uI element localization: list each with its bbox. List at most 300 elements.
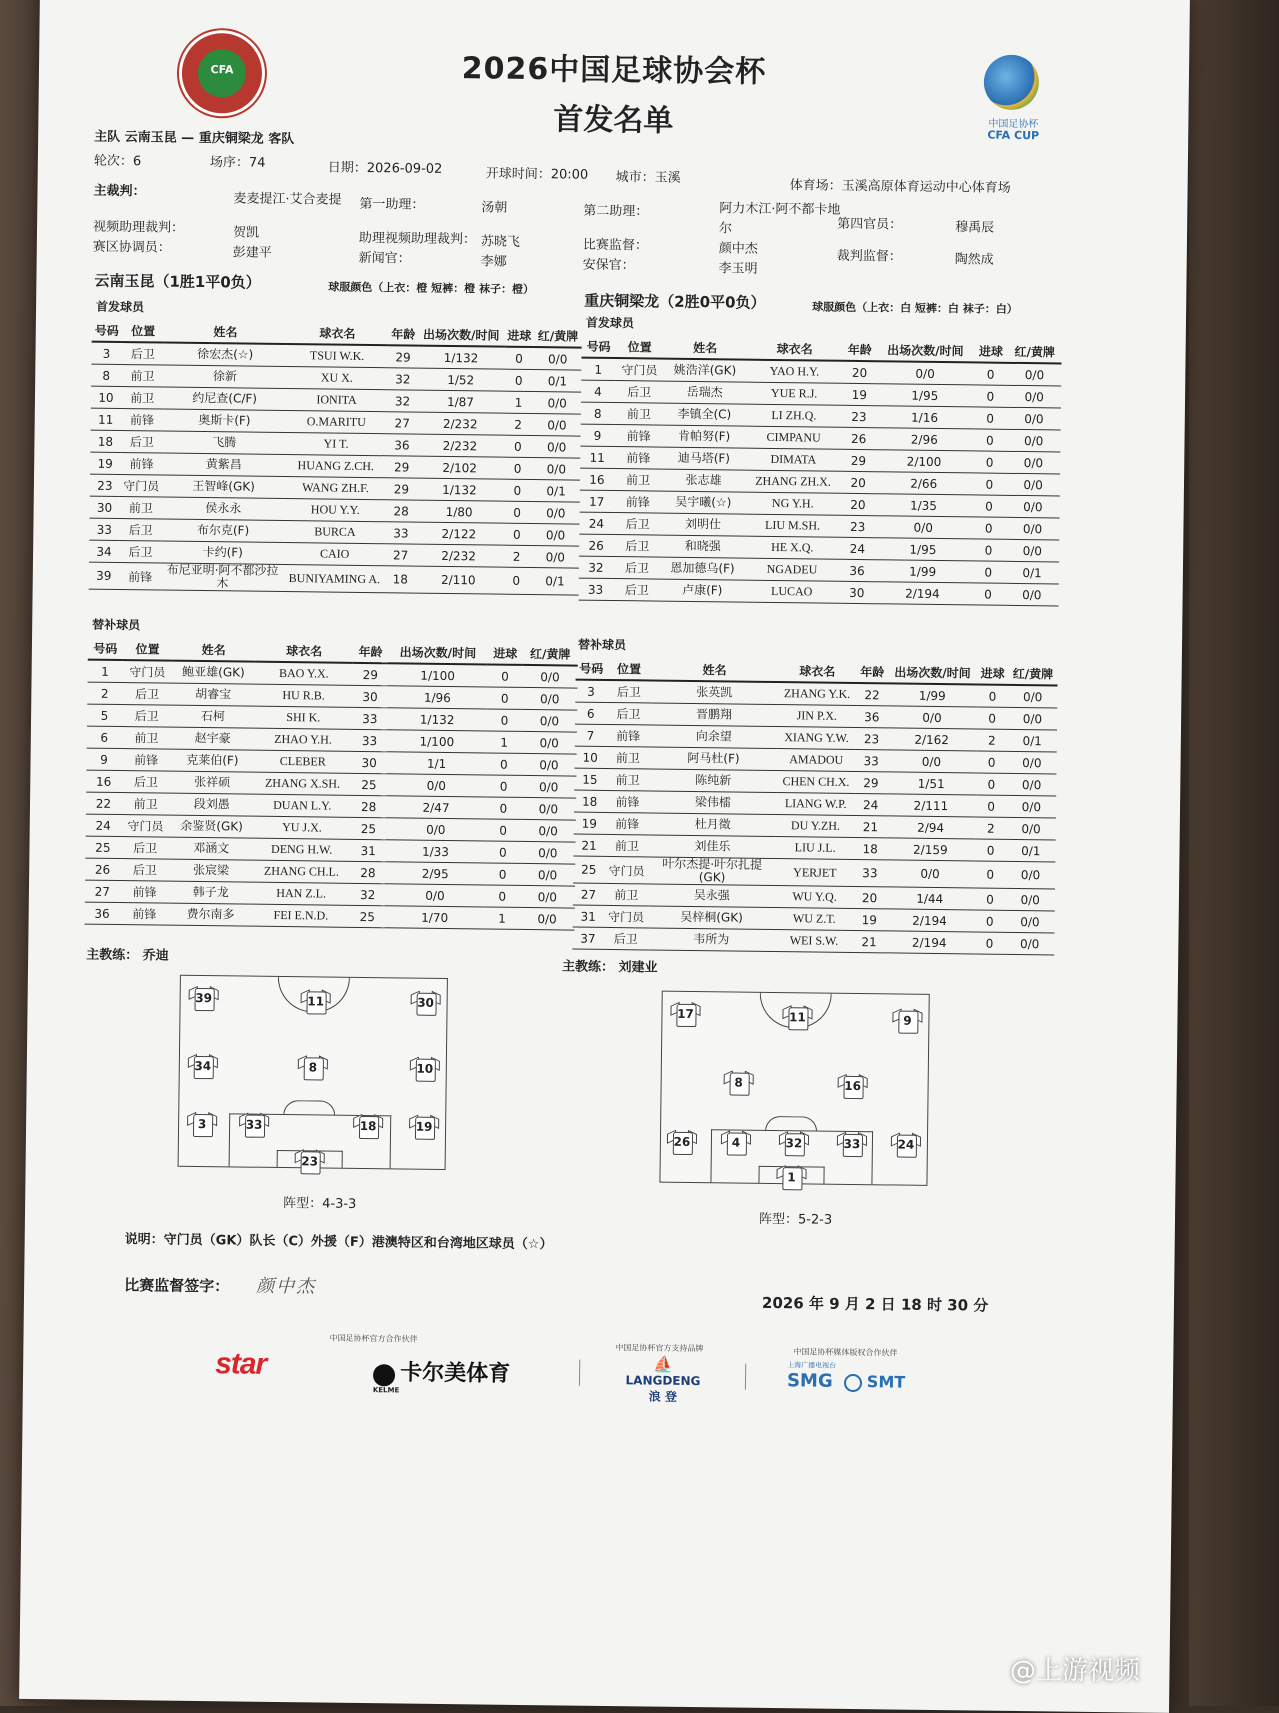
shirt-number: 33 — [245, 1117, 263, 1132]
shirt-number: 24 — [897, 1137, 915, 1152]
table-cell: 29 — [386, 478, 416, 500]
table-cell: 0/0 — [520, 841, 575, 864]
table-cell: 2/47 — [386, 796, 486, 819]
column-header: 进球 — [488, 642, 523, 664]
table-cell: 32 — [350, 883, 385, 905]
table-cell: 费尔南多 — [169, 903, 252, 926]
table-cell: 2/194 — [885, 909, 975, 932]
table-cell: 33 — [854, 859, 885, 886]
table-cell: 后卫 — [120, 859, 170, 882]
table-cell: 0/0 — [1007, 407, 1061, 430]
table-cell: 31 — [351, 839, 386, 861]
player-shirt-icon — [726, 1070, 752, 1094]
signature-label: 比赛监督签字： — [124, 1276, 230, 1296]
column-header: 位置 — [122, 320, 165, 343]
table-cell: 0 — [971, 539, 1005, 561]
table-cell: 2/102 — [417, 456, 503, 479]
table-cell: 3 — [575, 680, 606, 703]
venue: 体育场：玉溪高原体育运动中心体育场 — [789, 178, 1011, 196]
table-cell: 晋鹏翔 — [651, 703, 778, 727]
table-cell: 0 — [974, 932, 1005, 954]
table-cell: 18 — [385, 566, 415, 593]
table-cell: 后卫 — [119, 518, 162, 541]
table-cell: 29 — [353, 663, 388, 686]
table-cell: 16 — [86, 770, 121, 792]
shirt-number: 34 — [194, 1058, 212, 1074]
fourth-official-label: 第四官员： — [837, 216, 903, 233]
referee-assessor-label: 裁判监督： — [836, 248, 902, 265]
table-cell: 0 — [485, 863, 520, 885]
table-cell: 0 — [974, 910, 1005, 932]
table-cell: 1/33 — [385, 840, 485, 863]
column-header: 位置 — [615, 336, 664, 359]
press-officer: 李娜 — [480, 254, 507, 270]
table-cell: 0 — [975, 795, 1006, 817]
table-cell: 0 — [486, 775, 521, 797]
table-cell: 26 — [85, 858, 120, 880]
table-cell: 1/16 — [876, 406, 974, 429]
shirt-number: 8 — [734, 1075, 743, 1090]
table-cell: 39 — [89, 562, 119, 589]
table-cell: 19 — [90, 452, 120, 474]
shirt-number: 11 — [789, 1010, 806, 1025]
table-cell: 前锋 — [614, 491, 663, 514]
player-shirt-icon — [297, 1149, 323, 1173]
table-cell: 吴梓桐(GK) — [648, 906, 775, 930]
table-cell: XU X. — [286, 367, 388, 390]
table-cell: 徐宏杰(☆) — [164, 343, 286, 367]
table-cell: 前卫 — [605, 834, 650, 857]
player-shirt-icon — [839, 1074, 865, 1098]
table-cell: 28 — [386, 500, 416, 522]
shirt-number: 9 — [903, 1013, 912, 1028]
home-coach: 主教练： 乔迪 — [86, 947, 169, 964]
column-header: 姓名 — [651, 658, 778, 682]
table-cell: 2/194 — [874, 582, 972, 605]
avar: 苏晓飞 — [480, 234, 521, 250]
table-cell: 0/0 — [1006, 451, 1060, 474]
table-cell: 27 — [387, 412, 417, 434]
table-cell: 21 — [853, 930, 884, 952]
table-row — [85, 902, 575, 930]
table-cell: 和晓强 — [661, 535, 744, 558]
column-header: 出场次数/时间 — [888, 661, 978, 684]
table-cell: 20 — [841, 493, 875, 515]
table-cell: 1 — [581, 358, 615, 381]
table-cell: 23 — [842, 405, 876, 427]
security-officer-label: 安保官： — [582, 257, 635, 274]
table-cell: 0/0 — [1005, 539, 1059, 562]
table-cell: CHEN CH.X. — [776, 771, 855, 794]
home-starters-table — [89, 320, 582, 596]
referee-assessor: 陶然成 — [954, 252, 994, 268]
table-cell: 后卫 — [603, 927, 648, 950]
column-header: 红/黄牌 — [523, 643, 578, 666]
table-cell: 34 — [89, 540, 119, 562]
table-cell: 4 — [581, 380, 615, 402]
table-cell: 0 — [975, 839, 1006, 861]
table-cell: 24 — [840, 537, 874, 559]
player-shirt-icon — [894, 1008, 920, 1032]
table-cell: 0/0 — [520, 863, 575, 886]
table-cell: 5 — [87, 704, 122, 726]
table-cell: 2/122 — [416, 522, 502, 545]
column-header: 出场次数/时间 — [388, 641, 488, 664]
table-cell: 1/35 — [875, 494, 973, 517]
table-cell: 李镇全(C) — [663, 403, 746, 426]
table-cell: 0 — [974, 362, 1008, 385]
table-cell: 1/95 — [874, 538, 972, 561]
table-cell: 约尼查(C/F) — [164, 387, 286, 410]
table-cell: 向余望 — [650, 725, 777, 749]
table-cell: 0/0 — [385, 884, 485, 907]
table-cell: 前锋 — [119, 562, 162, 590]
round: 轮次：6 — [93, 153, 142, 170]
ar2-label: 第二助理： — [583, 203, 649, 220]
away-formation-pitch — [659, 991, 929, 1186]
table-cell: HOU Y.Y. — [284, 498, 386, 521]
table-cell: 2 — [975, 817, 1006, 839]
table-cell: 后卫 — [121, 342, 164, 365]
table-cell: 1/87 — [417, 390, 503, 413]
table-cell: 后卫 — [613, 513, 662, 536]
table-cell: 0 — [485, 885, 520, 907]
table-cell: 肯帕努(F) — [663, 425, 746, 448]
table-cell: 0/1 — [1006, 839, 1056, 862]
away-kit: 球服颜色（上衣：白 短裤：白 袜子：白） — [812, 300, 1018, 316]
table-cell: 0/0 — [521, 797, 576, 820]
table-cell: 30 — [90, 496, 120, 518]
player-shirt-icon — [723, 1130, 749, 1154]
away-coach: 主教练： 刘建业 — [561, 959, 658, 976]
table-cell: 2 — [501, 545, 531, 567]
shirt-number: 1 — [787, 1170, 796, 1185]
shirt-number: 26 — [673, 1134, 691, 1150]
column-header: 号码 — [92, 320, 122, 342]
table-cell: 0/0 — [533, 436, 581, 459]
player-shirt-icon — [412, 991, 438, 1015]
table-cell: 迪马塔(F) — [662, 447, 745, 470]
table-cell: 0/0 — [522, 709, 577, 732]
column-header: 球衣名 — [255, 640, 353, 663]
player-shirt-icon — [189, 1112, 215, 1136]
table-cell: 0 — [973, 385, 1007, 407]
match-number: 场序：74 — [209, 155, 266, 171]
table-cell: 22 — [86, 792, 121, 814]
shirt-number: 8 — [308, 1060, 318, 1075]
table-cell: 33 — [579, 578, 613, 600]
table-cell: 岳瑞杰 — [663, 381, 746, 404]
avar-label: 助理视频助理裁判： — [358, 230, 477, 248]
away-subs-label: 替补球员 — [577, 637, 627, 653]
table-cell: 刘明仕 — [662, 513, 745, 536]
table-cell: 10 — [574, 746, 605, 768]
table-cell: 33 — [89, 518, 119, 540]
shirt-number: 19 — [415, 1119, 433, 1134]
table-cell: 0 — [502, 523, 532, 545]
table-cell: 奥斯卡(F) — [163, 409, 285, 432]
player-shirt-icon — [784, 1005, 810, 1029]
table-cell: 吴永强 — [648, 884, 775, 908]
table-cell: LIU M.SH. — [744, 514, 841, 537]
kelme-paw-icon — [373, 1364, 395, 1386]
table-cell: 前锋 — [121, 749, 171, 772]
player-shirt-icon — [669, 1130, 695, 1154]
home-formation-pitch — [178, 975, 448, 1170]
table-cell: 27 — [573, 883, 604, 905]
table-cell: 11 — [91, 408, 121, 430]
legend-note: 说明：守门员（GK）队长（C）外援（F）港澳特区和台湾地区球员（☆） — [124, 1232, 553, 1253]
table-cell: 1/100 — [388, 663, 488, 687]
table-cell: 邓涵文 — [170, 837, 253, 860]
table-cell: 黄紫昌 — [163, 453, 285, 476]
table-cell: 克莱伯(F) — [171, 749, 254, 772]
cfa-cup-logo: 中国足协杯 CFA CUP — [973, 54, 1054, 145]
table-cell: 18 — [854, 837, 885, 859]
table-cell: 徐新 — [164, 365, 286, 388]
table-cell: ZHANG ZH.X. — [745, 470, 842, 493]
table-cell: 前锋 — [605, 790, 650, 813]
table-cell: 0/0 — [1007, 773, 1057, 796]
table-cell: 0/0 — [1005, 932, 1055, 955]
away-starters-label: 首发球员 — [585, 315, 635, 331]
weibo-watermark: @上游视频 — [1010, 1656, 1141, 1686]
column-header: 年龄 — [857, 661, 888, 683]
table-cell: BAO Y.X. — [255, 662, 353, 686]
table-cell: 0 — [504, 347, 534, 370]
table-cell: 18 — [90, 430, 120, 452]
table-cell: 24 — [579, 512, 613, 534]
table-cell: 前锋 — [606, 724, 651, 747]
table-cell: 0/0 — [532, 458, 580, 481]
shirt-number: 17 — [677, 1006, 694, 1022]
table-cell: 28 — [350, 861, 385, 883]
table-cell: BURCA — [284, 520, 386, 543]
table-cell: 0/1 — [1007, 729, 1057, 752]
table-cell: 0/0 — [386, 774, 486, 797]
table-cell: WU Y.Q. — [775, 886, 854, 909]
table-cell: 2/96 — [876, 428, 974, 451]
press-officer-label: 新闻官： — [358, 250, 411, 267]
table-cell: YU J.X. — [253, 816, 351, 839]
column-header: 位置 — [607, 658, 652, 681]
table-cell: 1/100 — [387, 730, 487, 753]
table-cell: 前锋 — [120, 881, 170, 904]
table-cell: 0/0 — [522, 687, 577, 710]
player-shirt-icon — [839, 1132, 865, 1156]
player-shirt-icon — [672, 1002, 698, 1026]
table-cell: 0/0 — [874, 516, 972, 539]
table-cell: 1/99 — [887, 683, 977, 707]
table-cell: 张志雄 — [662, 469, 745, 492]
table-cell: 张宸梁 — [170, 859, 253, 882]
column-header: 进球 — [977, 662, 1008, 684]
security-officer: 李玉明 — [718, 261, 758, 277]
table-cell: 24 — [86, 814, 121, 836]
table-cell: 前卫 — [121, 364, 164, 387]
langdeng-logo: ⛵ LANGDENG 浪 登 — [623, 1354, 704, 1405]
table-cell: CAIO — [284, 542, 386, 565]
table-cell: 0 — [504, 369, 534, 391]
shirt-number: 30 — [417, 995, 435, 1010]
table-cell: 0/1 — [532, 480, 580, 503]
column-header: 号码 — [576, 658, 607, 680]
table-cell: 10 — [91, 386, 121, 408]
table-cell: 陈纯新 — [650, 769, 777, 793]
player-shirt-icon — [302, 989, 328, 1013]
table-cell: DIMATA — [745, 448, 842, 471]
table-cell: 20 — [841, 471, 875, 493]
table-cell: 36 — [856, 706, 887, 728]
column-header: 年龄 — [388, 323, 418, 345]
table-cell: BUNIYAMING A. — [283, 564, 385, 592]
table-cell: DENG H.W. — [253, 838, 351, 861]
table-cell: 前锋 — [614, 425, 663, 448]
table-cell: 卢康(F) — [661, 579, 744, 602]
column-header: 位置 — [123, 638, 173, 661]
table-cell: O.MARITU — [285, 411, 387, 434]
home-formation: 阵型：4-3-3 — [283, 1196, 357, 1212]
table-cell: 0/0 — [386, 818, 486, 841]
table-cell: 1/44 — [885, 887, 975, 910]
table-cell: 0 — [976, 751, 1007, 773]
page-subtitle: 首发名单 — [553, 102, 674, 139]
table-cell: 张祥硕 — [171, 771, 254, 794]
table-cell: 29 — [841, 449, 875, 471]
signed-timestamp: 2026 年 9 月 2 日 18 时 30 分 — [761, 1293, 989, 1315]
table-cell: 阿马杜(F) — [650, 747, 777, 771]
table-cell: 韦所为 — [648, 928, 775, 952]
table-cell: 29 — [387, 456, 417, 478]
table-cell: 0/1 — [1005, 561, 1059, 584]
column-header: 红/黄牌 — [1008, 341, 1062, 364]
table-cell: 布尔克(F) — [162, 519, 284, 542]
coordinator: 彭建平 — [232, 245, 272, 261]
column-header: 红/黄牌 — [1008, 663, 1058, 686]
table-cell: 2/111 — [886, 794, 976, 817]
table-cell: 0/0 — [521, 775, 576, 798]
table-cell: 32 — [388, 368, 418, 390]
table-cell: 张英凯 — [651, 680, 778, 704]
table-cell: 1/95 — [876, 384, 974, 407]
table-cell: 32 — [387, 390, 417, 412]
table-cell: 2/110 — [415, 566, 501, 594]
table-cell: 0/0 — [887, 706, 977, 729]
table-cell: 守门员 — [604, 905, 649, 928]
column-header: 红/黄牌 — [534, 325, 582, 348]
table-cell: 27 — [386, 544, 416, 566]
smg-smt-logo: 上海广播电视台 SMG SMT — [786, 1361, 906, 1392]
table-cell: 段刘愚 — [170, 793, 253, 816]
table-cell: LIANG W.P. — [776, 793, 855, 816]
table-cell: 前锋 — [605, 812, 650, 835]
table-cell: 0/0 — [1005, 888, 1055, 911]
table-cell: 0/0 — [520, 819, 575, 842]
table-cell: 33 — [386, 522, 416, 544]
table-cell: 32 — [579, 556, 613, 578]
table-row — [572, 927, 1054, 955]
kelme-logo: 卡尔美体育 KELME — [372, 1360, 511, 1395]
table-cell: 后卫 — [122, 683, 172, 706]
table-cell: 0/0 — [1005, 583, 1059, 606]
column-header: 年龄 — [353, 641, 388, 663]
langdeng-mark-icon: ⛵ — [653, 1354, 674, 1374]
shirt-number: 39 — [195, 990, 213, 1006]
column-header: 姓名 — [172, 639, 255, 662]
table-cell: 0 — [971, 561, 1005, 583]
table-cell: 0/0 — [533, 414, 581, 437]
table-cell: 0 — [487, 664, 522, 687]
table-cell: 0 — [501, 567, 531, 594]
table-row — [89, 562, 579, 595]
table-cell: 29 — [388, 345, 418, 368]
table-cell: 2/159 — [886, 838, 976, 861]
player-shirt-icon — [190, 1054, 216, 1078]
column-header: 进球 — [974, 340, 1008, 362]
table-cell: 前卫 — [119, 496, 162, 519]
table-cell: 守门员 — [120, 815, 170, 838]
table-cell: 0 — [974, 888, 1005, 910]
table-cell: 33 — [856, 749, 887, 771]
table-cell: 28 — [351, 795, 386, 817]
table-cell: 0 — [973, 429, 1007, 451]
table-cell: 2/94 — [886, 816, 976, 839]
table-cell: 0 — [486, 797, 521, 819]
table-cell: ZHANG Y.K. — [777, 682, 856, 705]
table-cell: 吴宇曦(☆) — [662, 491, 745, 514]
table-cell: HAN Z.L. — [252, 882, 350, 905]
table-cell: 0/0 — [532, 502, 580, 525]
table-cell: 15 — [574, 768, 605, 790]
table-cell: 29 — [855, 771, 886, 793]
away-starters-table — [579, 336, 1062, 607]
table-cell: 30 — [840, 581, 874, 603]
table-cell: FEI E.N.D. — [252, 904, 350, 927]
table-cell: 2/232 — [415, 544, 501, 567]
table-cell: 25 — [573, 856, 604, 883]
table-cell: 0 — [503, 435, 533, 457]
table-cell: IONITA — [285, 389, 387, 412]
table-cell: ZHANG CH.L. — [252, 860, 350, 883]
player-shirt-icon — [300, 1055, 326, 1079]
ar2: 阿力木江·阿不都卡地 — [719, 201, 841, 218]
table-cell: 0/0 — [1008, 707, 1058, 730]
table-cell: 前卫 — [121, 727, 171, 750]
table-cell: JIN P.X. — [777, 705, 856, 728]
table-cell: XIANG Y.W. — [777, 727, 856, 750]
player-shirt-icon — [893, 1132, 919, 1156]
table-cell: HE X.Q. — [744, 536, 841, 559]
table-cell: 2 — [87, 682, 122, 704]
table-cell: WU Z.T. — [775, 908, 854, 931]
table-cell: 0/0 — [887, 750, 977, 773]
table-cell: HUANG Z.CH. — [285, 455, 387, 478]
table-cell: YI T. — [285, 433, 387, 456]
table-cell: 26 — [579, 534, 613, 556]
away-formation: 阵型：5-2-3 — [758, 1211, 833, 1228]
referee-label: 主裁判： — [93, 183, 146, 200]
table-cell: ZHAO Y.H. — [254, 728, 352, 751]
table-cell: 20 — [854, 886, 885, 908]
table-cell: 0 — [971, 583, 1005, 605]
table-row — [579, 578, 1059, 606]
page-title: 2026中国足球协会杯 — [461, 51, 767, 90]
table-cell: 20 — [842, 361, 876, 384]
shirt-number: 23 — [301, 1154, 319, 1169]
table-cell: 0/0 — [1007, 795, 1057, 818]
table-cell: 飞腾 — [163, 431, 285, 454]
ar1: 汤朝 — [481, 200, 508, 216]
